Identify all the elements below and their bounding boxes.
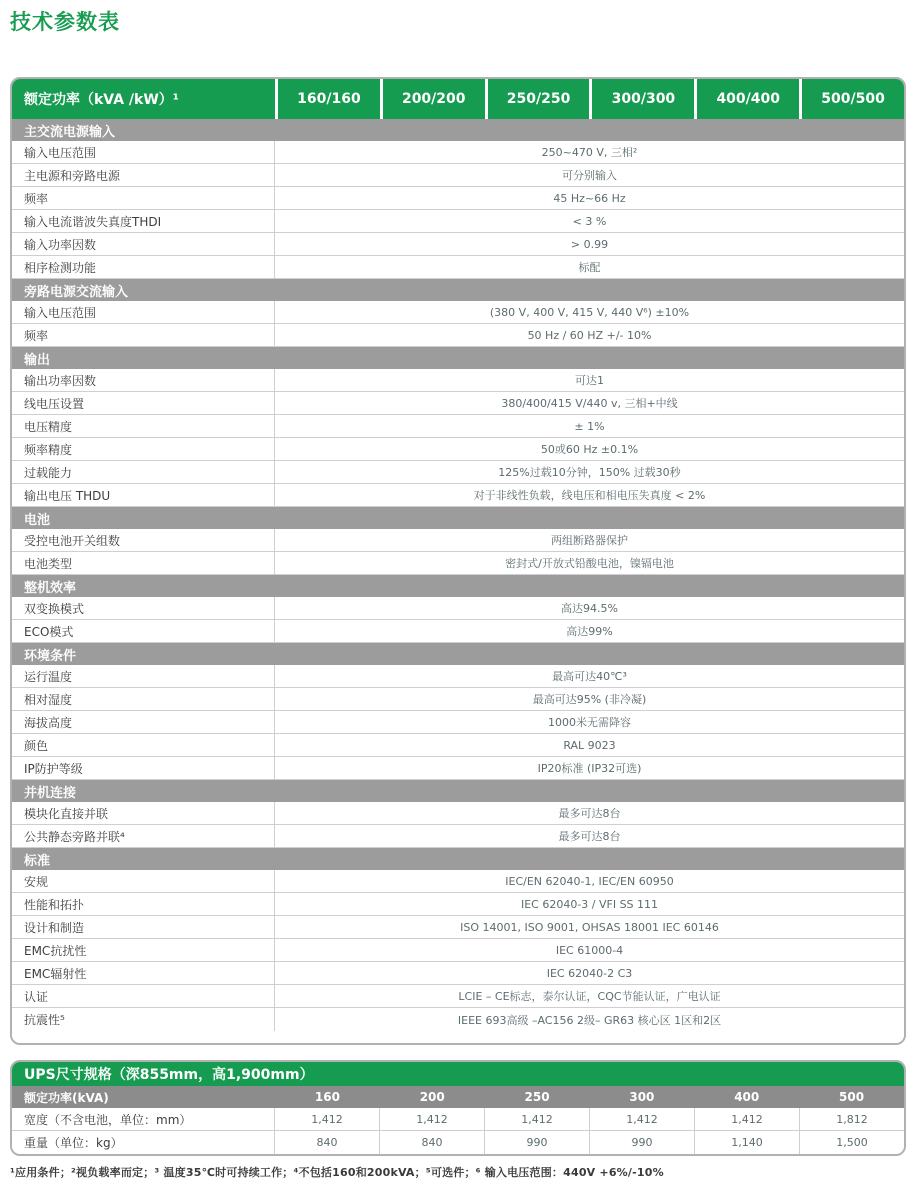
row-value: 两组断路器保护 [551, 534, 628, 547]
section-header-mains-input: 主交流电源输入 [12, 119, 904, 141]
rated-power-header-label: 额定功率（kVA /kW）¹ [12, 79, 275, 119]
row-label: 公共静态旁路并联⁴ [12, 825, 275, 847]
spec-row [12, 711, 904, 734]
row-value: 高达99% [566, 625, 613, 638]
section-header-environment: 环境条件 [12, 643, 904, 665]
table-bottom-spacer [12, 1031, 904, 1043]
row-value: 125%过载10分钟，150% 过载30秒 [498, 466, 681, 479]
row-label: 运行温度 [12, 665, 275, 687]
row-value: 高达94.5% [561, 602, 618, 615]
spec-row [12, 825, 904, 848]
spec-row [12, 665, 904, 688]
row-label: 输出功率因数 [12, 369, 275, 391]
row-value: 45 Hz~66 Hz [553, 191, 626, 205]
spec-row [12, 392, 904, 415]
row-value: 最多可达8台 [558, 830, 621, 843]
row-label: 设计和制造 [12, 916, 275, 938]
row-value: > 0.99 [570, 237, 609, 251]
row-label: 过载能力 [12, 461, 275, 483]
spec-row [12, 939, 904, 962]
row-label: 输入电流谐波失真度THDI [12, 210, 275, 232]
dimensions-header-row [12, 1086, 904, 1108]
rated-power-header-row [12, 79, 904, 119]
rated-power-col-400: 400/400 [694, 79, 799, 119]
row-label: 抗震性⁵ [12, 1008, 275, 1031]
row-value: < 3 % [572, 214, 607, 228]
row-label: 颜色 [12, 734, 275, 756]
row-value: 250~470 V, 三相² [541, 146, 638, 159]
rated-power-col-300: 300/300 [589, 79, 694, 119]
rated-power-col-200: 200/200 [380, 79, 485, 119]
row-label: 模块化直接并联 [12, 802, 275, 824]
dimensions-table-title: UPS尺寸规格（深855mm，高1,900mm） [12, 1062, 904, 1086]
width-value: 1,412 [485, 1108, 590, 1130]
row-value: IEC/EN 62040-1, IEC/EN 60950 [505, 874, 674, 888]
spec-row [12, 597, 904, 620]
spec-row [12, 962, 904, 985]
row-value: 最多可达8台 [558, 807, 621, 820]
row-value: IEEE 693高级 –AC156 2级– GR63 核心区 1区和2区 [457, 1013, 722, 1027]
dimensions-table [10, 1060, 906, 1156]
row-label: 频率 [12, 187, 275, 209]
width-value: 1,412 [380, 1108, 485, 1130]
row-label: EMC抗扰性 [12, 939, 275, 961]
section-header-bypass-input: 旁路电源交流输入 [12, 279, 904, 301]
section-header-parallel: 并机连接 [12, 780, 904, 802]
row-label: 性能和拓扑 [12, 893, 275, 915]
row-label: 输入电压范围 [12, 141, 275, 163]
spec-row [12, 757, 904, 780]
weight-value: 1,500 [836, 1136, 868, 1149]
row-value: IEC 62040-3 / VFI SS 111 [520, 897, 659, 911]
row-value: (380 V, 400 V, 415 V, 440 V⁶) ±10% [489, 305, 690, 319]
spec-row [12, 369, 904, 392]
section-header-battery: 电池 [12, 507, 904, 529]
row-label: 输入电压范围 [12, 301, 275, 323]
weight-value: 990 [485, 1131, 590, 1154]
section-header-standards: 标准 [12, 848, 904, 870]
spec-row [12, 484, 904, 507]
width-value: 1,412 [275, 1108, 380, 1130]
spec-row [12, 552, 904, 575]
footnote: ¹应用条件；²视负载率而定；³ 温度35℃时可持续工作；⁴不包括160和200kVA；⁵可选件；⁶ 输入电压范围：440V +6%/-10% [10, 1166, 664, 1179]
spec-row [12, 734, 904, 757]
spec-row [12, 893, 904, 916]
row-label: ECO模式 [12, 620, 275, 642]
spec-row [12, 187, 904, 210]
spec-row [12, 870, 904, 893]
dim-col-300: 300 [629, 1090, 655, 1104]
dim-col-160: 160 [314, 1090, 340, 1104]
dim-col-400: 400 [734, 1090, 760, 1104]
weight-value: 990 [590, 1131, 695, 1154]
spec-row [12, 233, 904, 256]
page-title: 技术参数表 [10, 10, 120, 34]
row-value: 对于非线性负载，线电压和相电压失真度 < 2% [473, 489, 706, 502]
row-label: 海拔高度 [12, 711, 275, 733]
spec-row [12, 461, 904, 484]
row-value: 可分别输入 [562, 169, 617, 182]
dim-col-250: 250 [524, 1090, 550, 1104]
spec-row [12, 985, 904, 1008]
width-value: 1,412 [590, 1108, 695, 1130]
dim-col-200: 200 [419, 1090, 445, 1104]
row-value: 50或60 Hz ±0.1% [540, 443, 639, 456]
dimensions-header-label: 额定功率(kVA) [24, 1090, 109, 1105]
spec-row [12, 301, 904, 324]
weight-value: 840 [275, 1131, 380, 1154]
row-value: IP20标准 (IP32可选) [537, 762, 642, 775]
row-value: ± 1% [574, 419, 605, 433]
row-label: 安规 [12, 870, 275, 892]
dim-col-500: 500 [839, 1090, 865, 1104]
rated-power-col-250: 250/250 [485, 79, 590, 119]
row-label: 电压精度 [12, 415, 275, 437]
spec-table [10, 77, 906, 1045]
row-label: 重量（单位：kg） [12, 1131, 275, 1154]
row-label: 认证 [12, 985, 275, 1007]
row-label: EMC辐射性 [12, 962, 275, 984]
weight-row [12, 1131, 904, 1154]
row-value: 最高可达95% (非冷凝) [532, 693, 647, 706]
row-value: LCIE – CE标志，泰尔认证，CQC节能认证，广电认证 [458, 990, 721, 1003]
row-label: 输入功率因数 [12, 233, 275, 255]
row-label: 双变换模式 [12, 597, 275, 619]
row-label: 相对湿度 [12, 688, 275, 710]
weight-value: 1,140 [695, 1131, 800, 1154]
row-value: 标配 [578, 261, 601, 274]
row-value: 380/400/415 V/440 v, 三相+中线 [501, 397, 678, 410]
row-label: 宽度（不含电池，单位：mm） [12, 1108, 275, 1130]
row-value: ISO 14001, ISO 9001, OHSAS 18001 IEC 60146 [460, 920, 719, 934]
spec-row [12, 415, 904, 438]
row-value: 最高可达40℃³ [552, 670, 627, 683]
spec-row [12, 141, 904, 164]
row-value: RAL 9023 [563, 738, 616, 752]
spec-row [12, 688, 904, 711]
row-label: 主电源和旁路电源 [12, 164, 275, 186]
spec-row [12, 324, 904, 347]
row-label: 频率 [12, 324, 275, 346]
row-value: 可达1 [575, 374, 604, 387]
rated-power-col-500: 500/500 [799, 79, 904, 119]
weight-value: 840 [380, 1131, 485, 1154]
row-value: 50 Hz / 60 HZ +/- 10% [527, 328, 652, 342]
row-value: IEC 62040-2 C3 [546, 966, 633, 980]
spec-row [12, 438, 904, 461]
spec-row [12, 1008, 904, 1031]
spec-row [12, 529, 904, 552]
row-label: 线电压设置 [12, 392, 275, 414]
spec-row [12, 620, 904, 643]
spec-row [12, 210, 904, 233]
row-label: 电池类型 [12, 552, 275, 574]
row-value: IEC 61000-4 [555, 943, 624, 957]
row-label: 相序检测功能 [12, 256, 275, 278]
section-header-output: 输出 [12, 347, 904, 369]
row-value: 1000米无需降容 [548, 716, 631, 729]
rated-power-col-160: 160/160 [275, 79, 380, 119]
spec-row [12, 916, 904, 939]
row-label: IP防护等级 [12, 757, 275, 779]
width-value: 1,812 [836, 1112, 868, 1126]
section-header-efficiency: 整机效率 [12, 575, 904, 597]
width-value: 1,412 [695, 1108, 800, 1130]
row-label: 频率精度 [12, 438, 275, 460]
spec-row [12, 164, 904, 187]
width-row [12, 1108, 904, 1131]
row-label: 受控电池开关组数 [12, 529, 275, 551]
spec-row [12, 802, 904, 825]
row-value: 密封式/开放式铅酸电池，镍镉电池 [505, 557, 674, 570]
row-label: 输出电压 THDU [12, 484, 275, 506]
spec-row [12, 256, 904, 279]
